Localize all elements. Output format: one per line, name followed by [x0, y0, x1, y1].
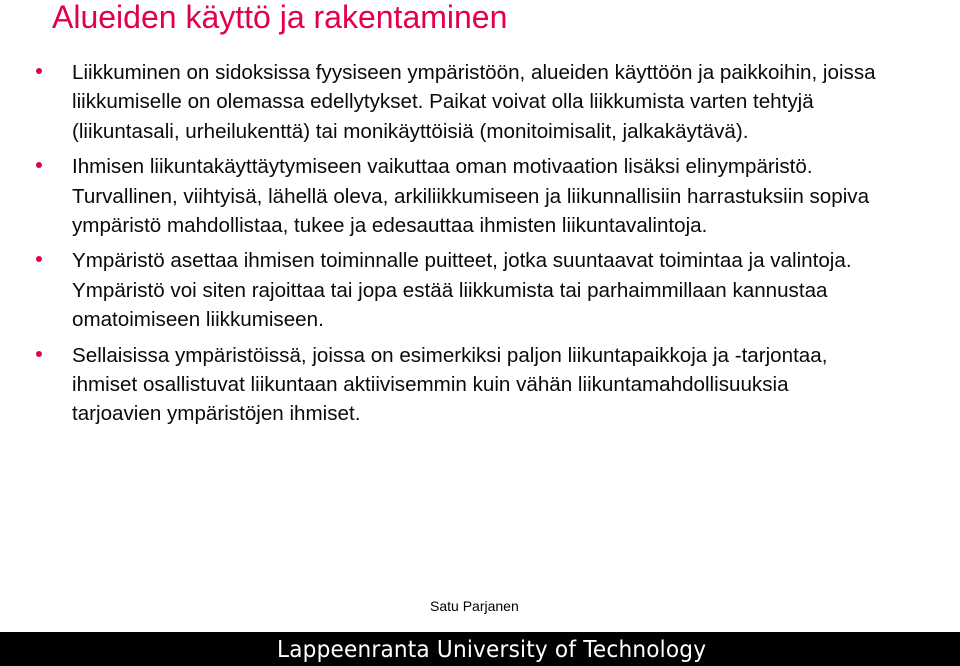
bullet-item [0, 152, 902, 240]
bullet-dot-icon [36, 256, 42, 262]
bullet-item [0, 58, 882, 146]
bullet-text: Ihmisen liikuntakäyttäytymiseen vaikuttaa oman motivaation lisäksi elinympäristö. Turvallinen, viihtyisä, lähellä oleva, arkiliikkumiseen ja liikunnallisiin harrastuksiin sopiva ympäristö mahdollistaa, tukee ja edesauttaa ihmisten liikuntavalintoja. [72, 155, 870, 238]
slide-title: Alueiden käyttö ja rakentaminen [52, 0, 508, 35]
bullet-dot-icon [36, 68, 42, 74]
bullet-text: Ympäristö asettaa ihmisen toiminnalle puitteet, jotka suuntaavat toimintaa ja valintoja. Ympäristö voi siten rajoittaa tai jopa estää liikkumista tai parhaimmillaan kannustaa omatoimiseen liikkumiseen. [72, 249, 852, 332]
bullet-dot-icon [36, 162, 42, 168]
bullet-item [0, 341, 882, 429]
footer-bar [0, 632, 960, 666]
bullet-list [0, 58, 960, 435]
bullet-text: Liikkuminen on sidoksissa fyysiseen ympäristöön, alueiden käyttöön ja paikkoihin, joissa liikkumiselle on olemassa edellytykset. Paikat voivat olla liikkumista varten tehtyjä (liikuntasali, urheilukenttä) tai monikäyttöisiä (monitoimisalit, jalkakäytävä). [72, 61, 876, 143]
bullet-text: Sellaisissa ympäristöissä, joissa on esimerkiksi paljon liikuntapaikkoja ja -tarjontaa, ihmiset osallistuvat liikuntaan aktiivisemmin kuin vähän liikuntamahdollisuuksia tarjoavien ympäristöjen ihmiset. [72, 343, 828, 426]
bullet-item [0, 246, 882, 334]
slide-author: Satu Parjanen [430, 598, 519, 614]
institution-name: Lappeenranta University of Technology [277, 637, 707, 663]
bullet-dot-icon [36, 351, 42, 357]
